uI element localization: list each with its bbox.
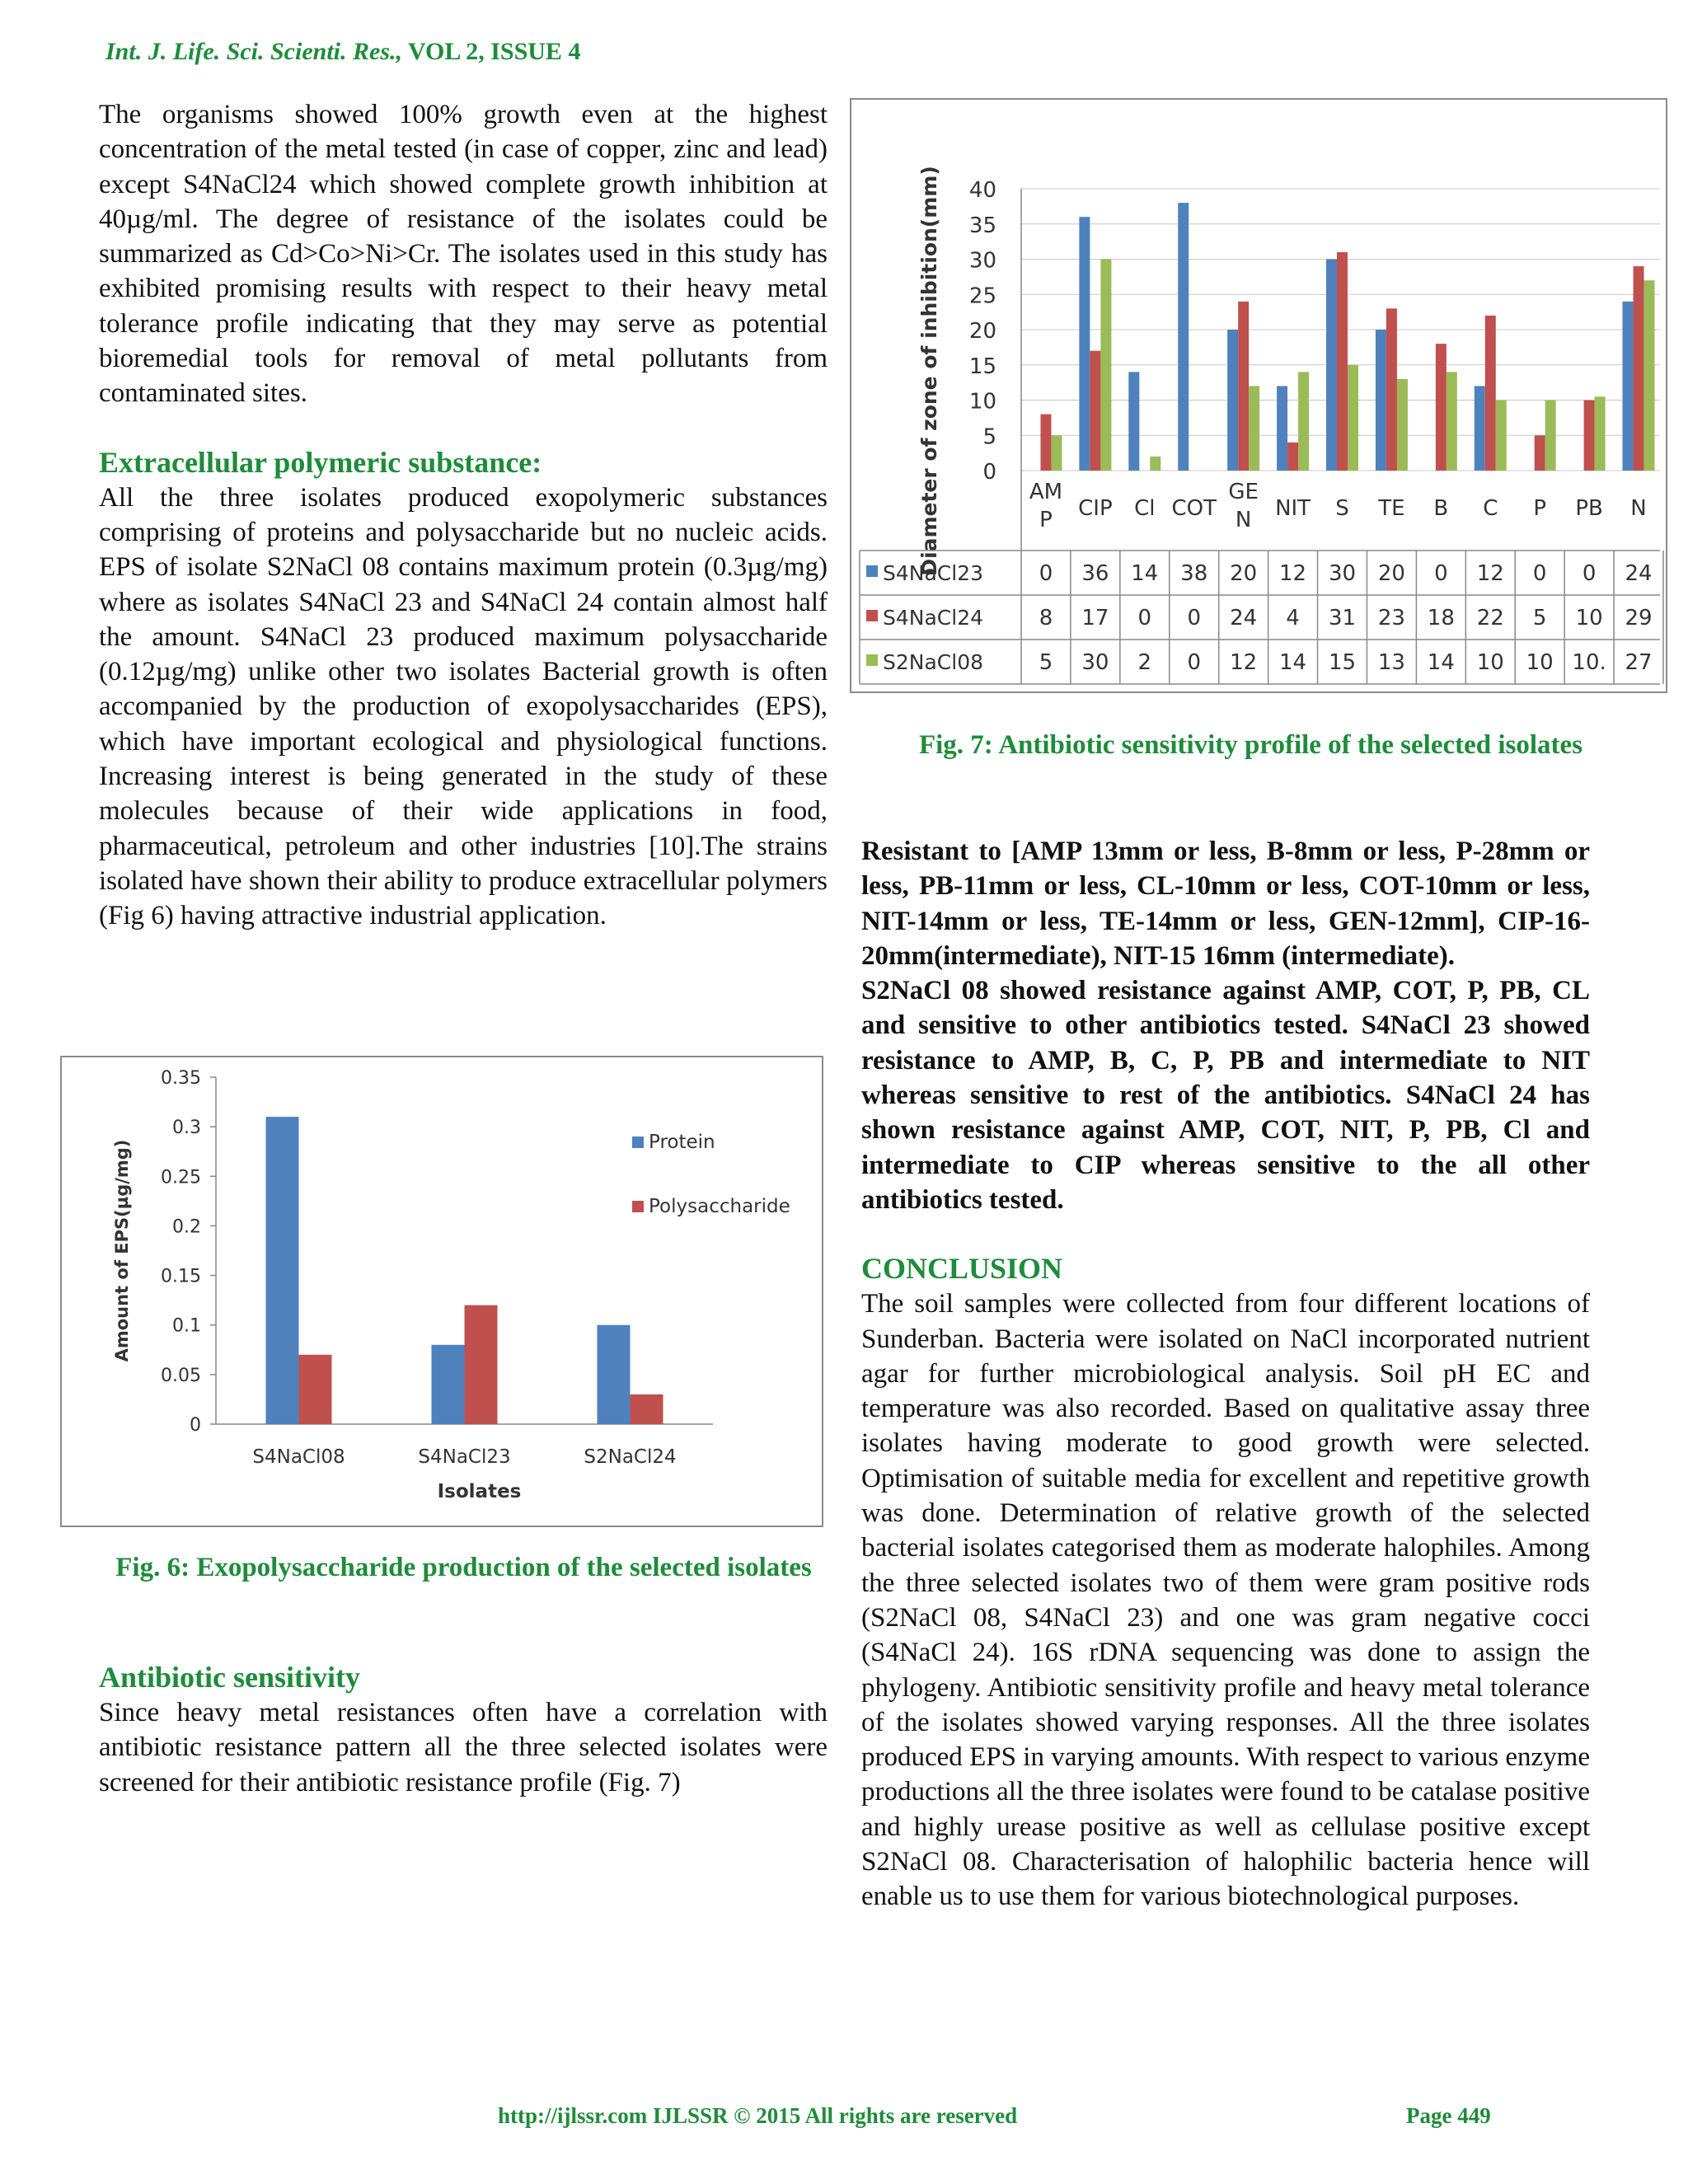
table-value: 27 [1625,650,1653,675]
footer-copyright: http://ijlssr.com IJLSSR © 2015 All rights are reserved [498,2103,1018,2128]
y-tick-label: 0.35 [161,1068,201,1089]
bar-s4nacl24-amp [1040,415,1051,471]
bar-protein-s4nacl23 [432,1345,465,1424]
category-label: P [1039,508,1053,532]
table-value: 36 [1081,561,1109,586]
bar-s4nacl24-n [1634,266,1644,471]
category-label: N [1235,508,1252,532]
table-value: 12 [1279,561,1307,586]
table-value: 4 [1286,606,1300,630]
table-value: 0 [1434,561,1448,586]
bar-s2nacl08-te [1397,379,1408,471]
bar-s4nacl24-pb [1584,401,1595,471]
fig7-caption: Fig. 7: Antibiotic sensitivity profile of the selected isolates [918,730,1583,760]
fig7-chart [850,98,1667,693]
table-value: 0 [1187,650,1202,675]
page-number: Page 449 [1406,2103,1491,2128]
table-legend-swatch [866,654,878,666]
bar-polysaccharide-s2nacl24 [631,1394,663,1424]
y-tick-label: 0.2 [172,1216,201,1238]
y-tick-label: 0.3 [172,1118,201,1139]
y-tick-label: 0.05 [161,1365,201,1386]
bar-s2nacl08-c [1496,401,1507,471]
table-value: 5 [1532,606,1547,630]
legend-swatch-polysaccharide [632,1201,644,1212]
eps-heading: Extracellular polymeric substance: [99,445,542,479]
bar-s4nacl23-cl [1128,372,1139,471]
bar-s4nacl24-te [1386,308,1397,471]
table-value: 12 [1230,650,1258,675]
legend-swatch-protein [632,1137,644,1148]
bar-s2nacl08-s [1348,365,1358,471]
y-tick-label: 0 [190,1415,201,1436]
journal-name: Int. J. Life. Sci. Scienti. Res., [106,38,402,65]
fig6-svg [62,1057,822,1526]
y-tick-label: 0.1 [172,1315,201,1337]
table-value: 0 [1582,561,1597,586]
fig6-caption: Fig. 6: Exopolysaccharide production of the selected isolates [115,1553,812,1582]
category-label: CIP [1078,496,1113,521]
bar-protein-s4nacl08 [266,1117,299,1424]
category-label: B [1433,496,1449,521]
bar-s2nacl08-b [1447,372,1457,471]
category-label: AM [1029,480,1063,504]
x-tick-label: S4NaCl08 [252,1446,345,1468]
antibiotic-paragraph: Since heavy metal resistances often have a correlation with antibiotic resistance pattern all the three selected isolates were screened for their antibiotic resistance profile (Fig. 7) [99,1698,828,1797]
table-value: 10 [1575,606,1603,630]
category-label: NIT [1275,496,1311,521]
table-value: 30 [1328,561,1357,586]
category-label: TE [1378,496,1405,521]
y-tick-label: 35 [968,213,996,238]
conclusion-heading: CONCLUSION [861,1252,1063,1286]
bar-s4nacl23-n [1623,302,1634,471]
category-label: N [1630,496,1647,521]
bar-s4nacl24-gen [1238,302,1249,471]
category-label: GE [1228,480,1259,504]
x-tick-label: S4NaCl23 [418,1446,511,1468]
table-value: 38 [1180,561,1208,586]
y-axis-title: Diameter of zone of inhibition(mm) [917,166,941,576]
table-value: 10 [1526,650,1554,675]
bar-polysaccharide-s4nacl23 [465,1305,498,1424]
table-value: 12 [1476,561,1504,586]
y-tick-label: 5 [982,424,996,450]
table-value: 0 [1039,561,1053,586]
table-value: 0 [1532,561,1547,586]
category-label: S [1335,496,1349,521]
category-label: C [1483,496,1498,521]
fig7-svg [851,100,1666,691]
antibiotic-heading: Antibiotic sensitivity [99,1661,361,1694]
table-value: 23 [1377,606,1405,630]
bar-s4nacl23-c [1475,386,1485,471]
resistance-criteria-paragraph: Resistant to [AMP 13mm or less, B-8mm or less, P-28mm or less, PB-11mm or less, CL-10mm or less, COT-10mm or less, NIT-14mm or less, TE-14mm or less, GEN-12mm], CIP-16-20mm(intermediate), NIT-15 16mm (intermediate). [861,837,1590,971]
fig6-chart [60,1056,823,1527]
bar-s4nacl23-gen [1227,330,1238,471]
journal-volume: VOL 2, ISSUE 4 [407,38,581,65]
conclusion-paragraph: The soil samples were collected from four different locations of Sunderban. Bacteria were isolated on NaCl incorporated nutrient agar for further microbiological analysis. Soil pH EC and temperature was also recorded. Based on qualitative assay three isolates having moderate to good growth were selected. Optimisation of suitable media for excellent and repetitive growth was done. Determination of relative growth of the selected bacterial isolates categorised them as moderate halophiles. Among the three selected isolates two of them were gram positive rods (S2NaCl 08, S4NaCl 23) and one was gram negative cocci (S4NaCl 24). 16S rDNA sequencing was done to assign the phylogeny. Antibiotic sensitivity profile and heavy metal tolerance of the isolates showed varying responses. All the three isolates produced EPS in varying amounts. With respect to various enzyme productions all the three isolates were found to be catalase positive and highly urease positive as well as cellulase positive except S2NaCl 08. Characterisation of halophilic bacteria hence will enable us to use them for various biotechnological purposes. [861,1289,1590,1912]
legend-label-polysaccharide: Polysaccharide [649,1196,790,1217]
bar-s2nacl08-gen [1249,386,1259,471]
right-column [861,834,1590,1915]
y-tick-label: 30 [968,248,996,274]
bar-s4nacl24-nit [1287,443,1298,471]
eps-paragraph: All the three isolates produced exopolymeric substances comprising of proteins and polysaccharide but no nucleic acids. EPS of isolate S2NaCl 08 contains maximum protein (0.3µg/mg) where as isolates S4NaCl 23 and S4NaCl 24 contain almost half the amount. S4NaCl 23 produced maximum polysaccharide (0.12µg/mg) unlike other two isolates Bacterial growth is often accompanied by the production of exopolysaccharides (EPS), which have important ecological and physiological functions. Increasing interest is being generated in the study of these molecules because of their wide applications in food, pharmaceutical, petroleum and other industries [10].The strains isolated have shown their ability to produce extracellular polymers (Fig 6) having attractive industrial application. [99,482,828,931]
table-value: 20 [1377,561,1405,586]
bar-s2nacl08-pb [1595,396,1606,471]
bar-s4nacl23-s [1326,260,1337,471]
y-tick-label: 15 [968,354,996,379]
x-tick-label: S2NaCl24 [584,1446,677,1468]
category-label: COT [1171,496,1217,521]
table-legend-swatch [866,610,878,621]
table-value: 5 [1039,650,1053,675]
bar-s4nacl23-cot [1178,203,1189,471]
bar-s4nacl23-te [1376,330,1386,471]
left-column-top [99,97,828,934]
table-value: 29 [1625,606,1653,630]
table-value: 8 [1039,606,1053,630]
y-axis-title: Amount of EPS(µg/mg) [112,1139,132,1362]
y-tick-label: 10 [968,389,996,415]
journal-header [106,38,580,66]
isolate-resistance-paragraph: S2NaCl 08 showed resistance against AMP, COT, P, PB, CL and sensitive to other antibiotics tested. S4NaCl 23 showed resistance to AMP, B, C, P, PB and intermediate to NIT whereas sensitive to rest of the antibiotics. S4NaCl 24 has shown resistance against AMP, COT, NIT, P, PB, Cl and intermediate to CIP whereas sensitive to the all other antibiotics tested. [861,976,1590,1215]
legend-label-protein: Protein [649,1132,715,1153]
table-series-name: S2NaCl08 [883,650,984,674]
table-value: 20 [1230,561,1258,586]
table-legend-swatch [866,565,878,577]
y-tick-label: 0.15 [161,1266,201,1287]
metal-tolerance-paragraph: The organisms showed 100% growth even at the highest concentration of the metal tested (in case of copper, zinc and lead) except S4NaCl24 which showed complete growth inhibition at 40µg/ml. The degree of resistance of the isolates could be summarized as Cd>Co>Ni>Cr. The isolates used in this study has exhibited promising results with respect to their heavy metal tolerance profile indicating that they may serve as potential bioremedial tools for removal of metal pollutants from contaminated sites. [99,100,828,409]
table-series-name: S4NaCl24 [883,606,984,630]
left-column-bottom [99,1659,828,1800]
table-value: 14 [1279,650,1307,675]
table-value: 13 [1377,650,1405,675]
bar-s4nacl23-nit [1277,386,1287,471]
table-value: 31 [1328,606,1357,630]
y-tick-label: 40 [968,178,996,203]
table-value: 10 [1476,650,1504,675]
bar-protein-s2nacl24 [598,1325,631,1424]
bar-s4nacl24-b [1436,344,1447,471]
bar-s2nacl08-cl [1150,457,1160,471]
y-tick-label: 20 [968,319,996,344]
y-tick-label: 25 [968,284,996,309]
table-value: 2 [1137,650,1152,675]
bar-s2nacl08-nit [1298,372,1309,471]
bar-s2nacl08-amp [1051,435,1062,471]
category-label: P [1533,496,1547,521]
table-value: 17 [1081,606,1109,630]
table-value: 24 [1625,561,1653,586]
table-value: 24 [1230,606,1258,630]
y-tick-label: 0.25 [161,1167,201,1188]
bar-s2nacl08-n [1644,280,1655,471]
bar-s4nacl23-cip [1079,217,1090,471]
bar-polysaccharide-s4nacl08 [299,1355,332,1424]
table-series-name: S4NaCl23 [883,561,984,585]
table-value: 10. [1572,650,1606,675]
bar-s4nacl24-s [1337,252,1348,471]
bar-s2nacl08-p [1545,401,1556,471]
bar-s4nacl24-p [1535,435,1545,471]
x-axis-title: Isolates [437,1481,522,1502]
table-value: 14 [1427,650,1455,675]
table-value: 0 [1137,606,1152,630]
table-value: 18 [1427,606,1455,630]
category-label: PB [1575,496,1603,521]
table-value: 15 [1328,650,1357,675]
table-value: 0 [1187,606,1202,630]
table-value: 14 [1131,561,1159,586]
category-label: Cl [1134,496,1156,521]
bar-s2nacl08-cip [1100,260,1111,471]
table-value: 22 [1476,606,1504,630]
bar-s4nacl24-cip [1090,351,1100,471]
table-value: 30 [1081,650,1109,675]
y-tick-label: 0 [982,460,996,485]
bar-s4nacl24-c [1485,316,1496,471]
